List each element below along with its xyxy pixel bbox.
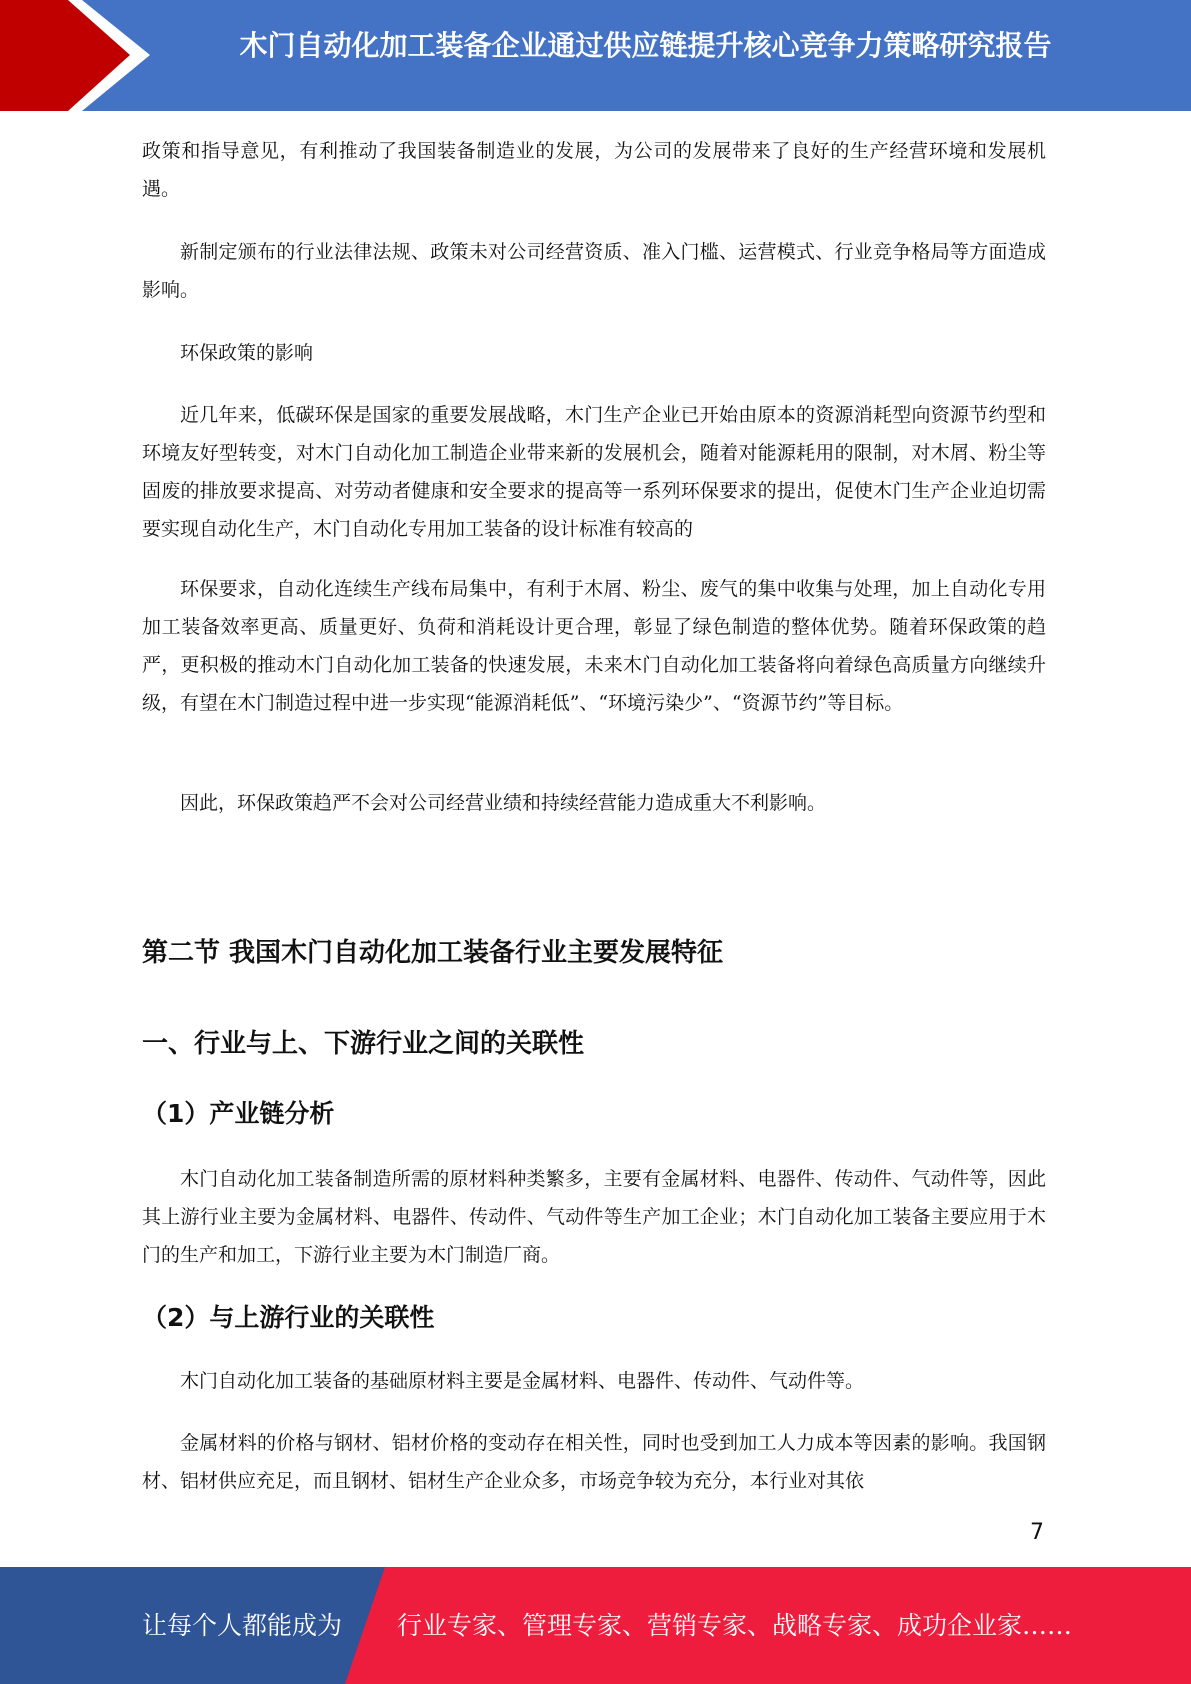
paragraph: 政策和指导意见，有利推动了我国装备制造业的发展，为公司的发展带来了良好的生产经营环境和发展机遇。 bbox=[142, 140, 1046, 200]
footer-slogan-right: 行业专家、管理专家、营销专家、战略专家、成功企业家…… bbox=[397, 1611, 1073, 1640]
paragraph: 木门自动化加工装备的基础原材料主要是金属材料、电器件、传动件、气动件等。 bbox=[180, 1370, 865, 1392]
paragraph-block-9 bbox=[142, 1424, 1046, 1500]
page-footer bbox=[0, 1567, 1191, 1684]
paragraph: 木门自动化加工装备制造所需的原材料种类繁多，主要有金属材料、电器件、传动件、气动件等，因此其上游行业主要为金属材料、电器件、传动件、气动件等生产加工企业；木门自动化加工装备主要应用于木门的生产和加工，下游行业主要为木门制造厂商。 bbox=[142, 1168, 1046, 1266]
section-heading: 第二节 我国木门自动化加工装备行业主要发展特征 bbox=[142, 938, 724, 968]
paragraph-block-4 bbox=[142, 396, 1046, 548]
page-header bbox=[0, 0, 1191, 111]
heading-upstream-relation: （2）与上游行业的关联性 bbox=[142, 1303, 435, 1332]
paragraph: 金属材料的价格与钢材、铝材价格的变动存在相关性，同时也受到加工人力成本等因素的影响。我国钢材、铝材供应充足，而且钢材、铝材生产企业众多，市场竞争较为充分，本行业对其依 bbox=[142, 1432, 1046, 1492]
paragraph-block-2 bbox=[142, 233, 1046, 309]
header-chevron-icon bbox=[0, 0, 150, 111]
footer-slogan-left: 让每个人都能成为 bbox=[142, 1611, 343, 1640]
report-title: 木门自动化加工装备企业通过供应链提升核心竞争力策略研究报告 bbox=[239, 29, 1052, 62]
heading-industry-relation: 一、行业与上、下游行业之间的关联性 bbox=[142, 1029, 585, 1059]
heading-1-1-container bbox=[142, 1094, 1046, 1130]
page-number: 7 bbox=[1030, 1520, 1044, 1545]
paragraph: 近几年来，低碳环保是国家的重要发展战略，木门生产企业已开始由原本的资源消耗型向资源节约型和环境友好型转变，对木门自动化加工制造企业带来新的发展机会，随着对能源耗用的限制，对木屑、粉尘等固废的排放要求提高、对劳动者健康和安全要求的提高等一系列环保要求的提出，促使木门生产企业迫切需要实现自动化生产，木门自动化专用加工装备的设计标准有较高的 bbox=[142, 404, 1046, 540]
paragraph-block-7 bbox=[142, 1160, 1046, 1274]
paragraph-block-8 bbox=[142, 1362, 1046, 1400]
paragraph: 因此，环保政策趋严不会对公司经营业绩和持续经营能力造成重大不利影响。 bbox=[180, 792, 827, 814]
paragraph-block-5 bbox=[142, 570, 1046, 722]
subheading-environment-policy: 环保政策的影响 bbox=[180, 342, 314, 364]
paragraph: 新制定颁布的行业法律法规、政策未对公司经营资质、准入门槛、运营模式、行业竞争格局等方面造成影响。 bbox=[142, 241, 1046, 301]
paragraph-block-3 bbox=[142, 334, 1046, 372]
paragraph-block-1 bbox=[142, 132, 1046, 208]
section-heading-container bbox=[142, 932, 1046, 969]
heading-1-2-container bbox=[142, 1298, 1046, 1334]
paragraph-block-6 bbox=[142, 784, 1046, 822]
heading-1-container bbox=[142, 1023, 1046, 1060]
heading-industry-chain: （1）产业链分析 bbox=[142, 1099, 335, 1128]
paragraph: 环保要求，自动化连续生产线布局集中，有利于木屑、粉尘、废气的集中收集与处理，加上自动化专用加工装备效率更高、质量更好、负荷和消耗设计更合理，彰显了绿色制造的整体优势。随着环保政策的趋严，更积极的推动木门自动化加工装备的快速发展，未来木门自动化加工装备将向着绿色高质量方向继续升级，有望在木门制造过程中进一步实现“能源消耗低”、“环境污染少”、“资源节约”等目标。 bbox=[142, 578, 1046, 714]
